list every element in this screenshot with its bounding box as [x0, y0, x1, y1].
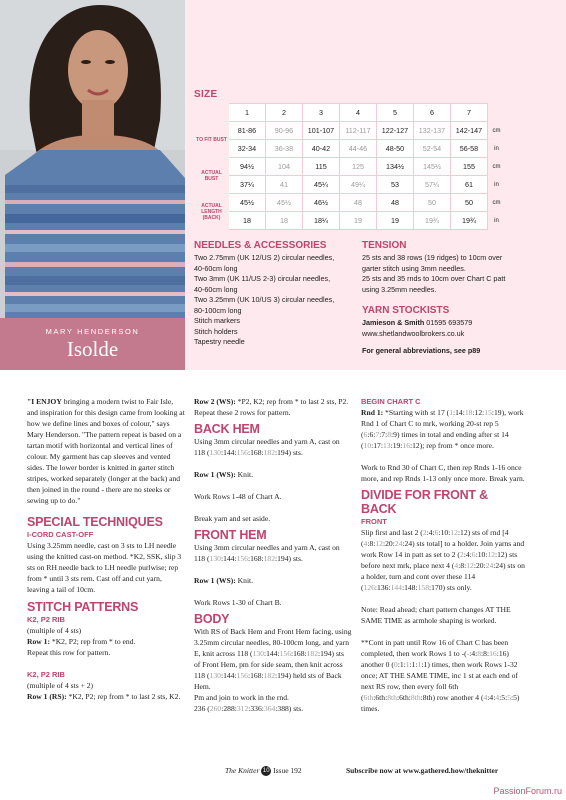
magazine-name: The Knitter: [225, 766, 260, 775]
icord-subheading: I-CORD CAST-OFF: [27, 530, 94, 539]
icord-text: Using 3.25mm needle, cast on 3 sts to LH needle using the knitted cast-on method. *K2, SSK, slip 3 sts on RH needle back to LH needle purlwise; rep from * until 3 sts rem. Cast off and cut yarn, leaving a tail of 10cm.: [27, 541, 182, 594]
size-cell: 49¼: [340, 176, 377, 194]
size-cell: 142-147: [451, 122, 488, 140]
size-cell: 104: [266, 158, 303, 176]
needles-line: Two 3mm (UK 11/US 2-3) circular needles,: [194, 274, 331, 283]
body-total: 236 (260:288:312:336:364:388) sts.: [194, 704, 304, 713]
size-cell: 18: [266, 212, 303, 230]
intro-paragraph: [27, 396, 185, 506]
stockist-name: Jamieson & Smith: [362, 318, 425, 327]
back-hem-work: Work Rows 1-48 of Chart A.: [194, 492, 282, 501]
size-unit: in: [488, 176, 506, 194]
rib-row-2: [194, 396, 352, 407]
size-cell: 101-107: [303, 122, 340, 140]
back-hem-break: Break yarn and set aside.: [194, 514, 271, 523]
subscribe-text[interactable]: Subscribe now at www.gathered.how/theknitter: [346, 766, 499, 775]
armhole-note: Note: Read ahead; chart pattern changes AT THE SAME TIME as armhole shaping is worked.: [361, 605, 511, 625]
back-hem-row-1-label: Row 1 (WS):: [194, 470, 236, 479]
size-cell: 50: [414, 194, 451, 212]
needles-line: 80-100cm long: [194, 305, 242, 315]
size-row-label: ACTUAL LENGTH (BACK): [195, 194, 229, 230]
size-header-blank: [195, 104, 229, 122]
size-cell: 90-96: [266, 122, 303, 140]
stockists-block: [362, 318, 562, 357]
rib-row-2-label: Row 2 (WS):: [194, 397, 236, 406]
repeat-note-1: Repeat this row for pattern.: [27, 648, 111, 657]
size-header-cell: 7: [451, 104, 488, 122]
size-cell: 50: [451, 194, 488, 212]
needles-line: 40-60cm long: [194, 284, 238, 294]
size-row-label: ACTUAL BUST: [195, 158, 229, 194]
special-techniques-heading: SPECIAL TECHNIQUES: [27, 515, 163, 529]
front-hem-row-1-text: Knit.: [235, 576, 254, 585]
size-cell: 44-46: [340, 140, 377, 158]
stockists-heading: YARN STOCKISTS: [362, 305, 450, 316]
size-cell: 19¾: [414, 212, 451, 230]
k2p2-rib-subheading-2: K2, P2 RIB: [27, 670, 65, 679]
size-row-label: TO FIT BUST: [195, 122, 229, 158]
watermark: PassionForum.ru: [493, 786, 562, 796]
stockist-phone: 01595 693579: [424, 318, 473, 327]
rib-row-1-text: *K2, P2; rep from * to end.: [50, 637, 136, 646]
stitch-patterns-heading: STITCH PATTERNS: [27, 600, 139, 614]
multiple-note-2: (multiple of 4 sts + 2): [27, 681, 94, 690]
needles-line: Stitch holders: [194, 326, 238, 336]
size-cell: 61: [451, 176, 488, 194]
front-hem-row-1: [194, 575, 352, 586]
size-unit: in: [488, 140, 506, 158]
size-cell: 45½: [229, 194, 266, 212]
divide-heading: DIVIDE FOR FRONT & BACK: [361, 488, 488, 516]
issue-number: Issue 192: [273, 766, 302, 775]
back-hem-heading: BACK HEM: [194, 422, 260, 436]
rib-row-1: [27, 636, 185, 647]
size-cell: 134½: [377, 158, 414, 176]
size-header-cell: 4: [340, 104, 377, 122]
abbreviations-note: For general abbreviations, see p89: [362, 346, 481, 355]
size-cell: 32-34: [229, 140, 266, 158]
size-cell: 19: [340, 212, 377, 230]
repeat-note-2: Repeat these 2 rows for pattern.: [194, 408, 291, 417]
size-cell: 48: [340, 194, 377, 212]
pattern-title: Isolde: [66, 337, 119, 361]
tension-heading: TENSION: [362, 240, 407, 251]
front-subheading: FRONT: [361, 517, 387, 526]
chart-c-subheading: BEGIN CHART C: [361, 397, 421, 406]
model-photo-illustration: [0, 0, 185, 318]
front-hem-row-1-label: Row 1 (WS):: [194, 576, 236, 585]
front-hem-work: Work Rows 1-30 of Chart B.: [194, 598, 282, 607]
size-cell: 112-117: [340, 122, 377, 140]
column-3: [361, 396, 526, 714]
size-cell: 53: [377, 176, 414, 194]
column-2: [194, 396, 352, 714]
k2p2-rib-subheading-1: K2, P2 RIB: [27, 615, 65, 624]
rib-row-1-rs: [27, 691, 185, 702]
body-join: Pm and join to work in the rnd.: [194, 693, 289, 702]
needles-line: Stitch markers: [194, 316, 240, 325]
continue-text: **Cont in patt until Row 16 of Chart C has been completed, then work Rows 1 to -(-:4:8:8:16:16) another 0 (0:1:1:1:1:1) times, then work Rows 1-32 once; AT THE SAME TIME, inc 1 st at each end of next RS row, then every foll 6th (6th:6th:8th:6th:8th:8th) row another 4 (4:4:4:5:5:5) times.: [361, 638, 520, 713]
back-hem-row-1: [194, 469, 352, 480]
front-hem-heading: FRONT HEM: [194, 528, 267, 542]
label: Rnd 1:: [361, 408, 384, 417]
size-cell: 36-38: [266, 140, 303, 158]
size-header-unit: [488, 104, 506, 122]
needles-list: [194, 253, 359, 348]
size-cell: 81-86: [229, 122, 266, 140]
tension-line: garter stitch using 3mm needles.: [362, 263, 466, 273]
size-table: [194, 103, 506, 230]
stockist-url: www.shetlandwoolbrokers.co.uk: [362, 328, 465, 338]
needles-line: 40-60cm long: [194, 263, 238, 273]
needles-line: Two 2.75mm (UK 12/US 2) circular needles,: [194, 253, 335, 262]
chart-c-rnd-1: Rnd 1: *Starting with st 17 (1:14:18:12:15:19), work Rnd 1 of Chart C to mrk, working 20-st rep 5 (6:6:7:7:8:9) times in total and ending after st 14 (10:17:13:19:16:12); rep from * once more.: [361, 408, 524, 450]
size-cell: 145½: [414, 158, 451, 176]
rib-row-1-label: Row 1:: [27, 637, 50, 646]
size-cell: 40-42: [303, 140, 340, 158]
size-cell: 132-137: [414, 122, 451, 140]
size-header-cell: 1: [229, 104, 266, 122]
size-cell: 18: [229, 212, 266, 230]
size-cell: 41: [266, 176, 303, 194]
designer-name: MARY HENDERSON: [45, 327, 140, 336]
intro-text: bringing a modern twist to Fair Isle, and inspiration for this design came from looking at how we define lines and boxes of colour," says Mary Henderson. "The pattern repeat is based on a tartan motif with horizontal and vertical lines of colour. My garment has cap sleeves and vented sides. The lower border is knitted in garter stitch stripes, worked separately (longer at the back) and then joined in the round - there are no steeks or sewing up to do.": [27, 397, 185, 505]
size-unit: cm: [488, 158, 506, 176]
size-unit: cm: [488, 194, 506, 212]
size-header-cell: 2: [266, 104, 303, 122]
rib-row-2-text: *P2, K2; rep from * to last 2 sts, P2.: [235, 397, 349, 406]
size-cell: 52-54: [414, 140, 451, 158]
tension-line: 25 sts and 38 rows (19 ridges) to 10cm over: [362, 253, 503, 262]
intro-lead: "I ENJOY: [27, 397, 62, 406]
multiple-note-1: (multiple of 4 sts): [27, 626, 82, 635]
size-cell: 155: [451, 158, 488, 176]
subscribe-link[interactable]: [346, 766, 498, 775]
tension-line: 25 sts and 35 rnds to 10cm over Chart C patt: [362, 274, 506, 283]
size-cell: 19: [377, 212, 414, 230]
chart-c-work: Work to Rnd 30 of Chart C, then rep Rnds 1-16 once more, and rep Rnds 1-13 only once more. Break yarn.: [361, 463, 525, 483]
size-cell: 45¼: [303, 176, 340, 194]
body-heading: BODY: [194, 612, 230, 626]
size-cell: 115: [303, 158, 340, 176]
title-block: [0, 318, 185, 370]
size-unit: in: [488, 212, 506, 230]
footer-magazine: [225, 766, 302, 776]
body-text: With RS of Back Hem and Front Hem facing, using 3.25mm circular needles, 80-100cm long, and yarn E, knit across 118 (130:144:156:168:182:194) sts of Front Hem, pm for side seam, then knit across 118 (130:144:156:168:182:194) held sts of Back Hem.: [194, 627, 352, 691]
rib-row-1-rs-text: *K2, P2; rep from * to last 2 sts, K2.: [66, 692, 181, 701]
front-hem-text: Using 3mm circular needles and yarn A, cast on 118 (130:144:156:168:182:194) sts.: [194, 543, 340, 563]
size-cell: 94½: [229, 158, 266, 176]
size-heading: SIZE: [194, 89, 218, 100]
size-cell: 48-50: [377, 140, 414, 158]
needles-heading: NEEDLES & ACCESSORIES: [194, 240, 327, 251]
size-cell: 48: [377, 194, 414, 212]
size-header-cell: 3: [303, 104, 340, 122]
tension-list: [362, 253, 562, 295]
size-header-cell: 5: [377, 104, 414, 122]
column-1: [27, 396, 185, 702]
size-cell: 125: [340, 158, 377, 176]
size-cell: 19¾: [451, 212, 488, 230]
needles-line: Two 3.25mm (UK 10/US 3) circular needles,: [194, 295, 335, 304]
size-cell: 57¼: [414, 176, 451, 194]
size-cell: 46½: [303, 194, 340, 212]
front-text: Slip first and last 2 (2:4:6:10:12:12) sts of rnd [4 (4:8:12:20:24:24) sts total] to a holder. Join yarns and work Row 14 in patt as set to 2 (2:4:6:10:12:12) sts before next mrk, place next 4 (4:8:12:20:24:24) sts on a holder, turn and cont over these 114 (126:136:144:148:158:170) sts only.: [361, 528, 525, 592]
size-cell: 18¼: [303, 212, 340, 230]
model-photo: [0, 0, 185, 318]
size-header-cell: 6: [414, 104, 451, 122]
size-cell: 122-127: [377, 122, 414, 140]
size-cell: 45½: [266, 194, 303, 212]
size-cell: 37¼: [229, 176, 266, 194]
back-hem-row-1-text: Knit.: [235, 470, 254, 479]
back-hem-text: Using 3mm circular needles and yarn A, cast on 118 (130:144:156:168:182:194) sts.: [194, 437, 340, 457]
size-cell: 56-58: [451, 140, 488, 158]
rib-row-1-rs-label: Row 1 (RS):: [27, 692, 67, 701]
page-number: 10: [262, 768, 270, 775]
needles-line: Tapestry needle: [194, 337, 245, 346]
tension-line: using 3.25mm needles.: [362, 284, 437, 294]
size-unit: cm: [488, 122, 506, 140]
